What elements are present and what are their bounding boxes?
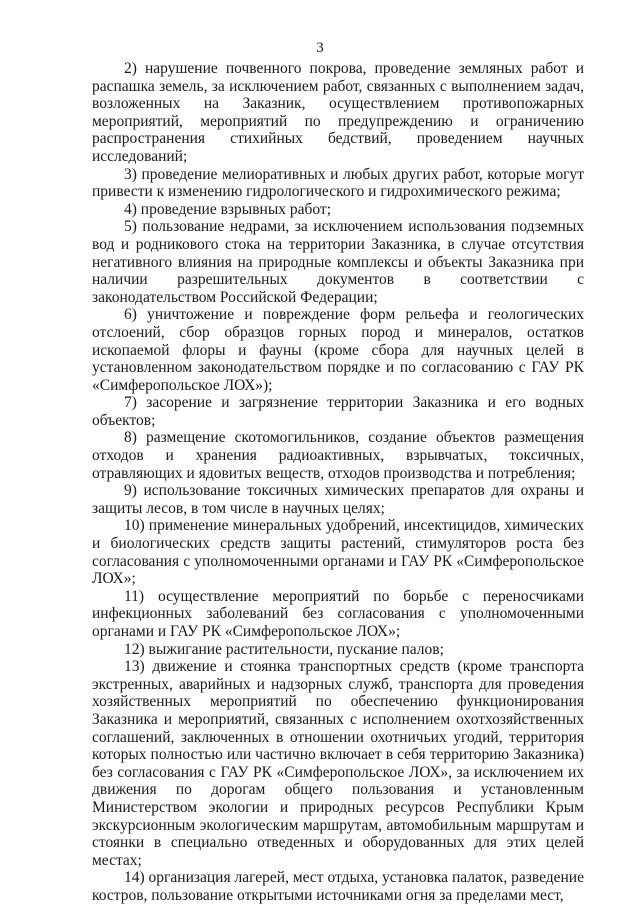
paragraph-item-11: 11) осуществление мероприятий по борьбе с переносчиками инфекционных заболеваний без согласования с уполномоченными органами и ГАУ РК «Симферопольское ЛОХ»; [92, 587, 584, 640]
paragraph-item-12: 12) выжигание растительности, пускание палов; [124, 640, 444, 658]
page-number: 3 [316, 40, 324, 56]
paragraph-item-3: 3) проведение мелиоративных и любых других работ, которые могут привести к изменению гидрологического и гидрохимического режима; [92, 165, 584, 201]
paragraph-item-2: 2) нарушение почвенного покрова, проведение земляных работ и распашка земель, за исключением работ, связанных с выполнением задач, возложенных на Заказник, осуществлением противопожарных мероприятий, мероприятий по предупреждению и ограничению распространения стихийных бедствий, проведением научных исследований; [92, 60, 584, 165]
paragraph-item-4: 4) проведение взрывных работ; [124, 200, 331, 218]
document-body [92, 60, 584, 905]
paragraph-item-6: 6) уничтожение и повреждение форм рельефа и геологических отслоений, сбор образцов горных пород и минералов, остатков ископаемой флоры и фауны (кроме сбора для научных целей в установленном законодательством порядке и по согласованию с ГАУ РК «Симферопольское ЛОХ»); [92, 306, 584, 394]
paragraph-item-7: 7) засорение и загрязнение территории Заказника и его водных объектов; [92, 394, 584, 429]
paragraph-item-13: 13) движение и стоянка транспортных средств (кроме транспорта экстренных, аварийных и надзорных служб, транспорта для проведения хозяйственных мероприятий по обеспечению функционирования Заказника и мероприятий, связанных с исполнением охотхозяйственных соглашений, заключенных в отношении охотничьих угодий, территория которых полностью или частично включает в себя территорию Заказника) без согласования с ГАУ РК «Симферопольское ЛОХ», за исключением их движения по дорогам общего пользования и установленным Министерством экологии и природных ресурсов Республики Крым экскурсионным экологическим маршрутам, автомобильным маршрутам и стоянки в специально отведенных и оборудованных для этих целей местах; [92, 658, 584, 869]
paragraph-item-5: 5) пользование недрами, за исключением использования подземных вод и родникового стока на территории Заказника, в случае отсутствия негативного влияния на природные комплексы и объекты Заказника при наличии разрешительных документов в соответствии с законодательством Российской Федерации; [92, 218, 584, 306]
paragraph-item-8: 8) размещение скотомогильников, создание объектов размещения отходов и хранения радиоактивных, взрывчатых, токсичных, отравляющих и ядовитых веществ, отходов производства и потребления; [92, 429, 584, 482]
paragraph-item-10: 10) применение минеральных удобрений, инсектицидов, химических и биологических средств защиты растений, стимуляторов роста без согласования с уполномоченными органами и ГАУ РК «Симферопольское ЛОХ»; [92, 517, 584, 588]
paragraph-item-14: 14) организация лагерей, мест отдыха, установка палаток, разведение костров, пользование открытыми источниками огня за пределами мест, [92, 869, 584, 904]
paragraph-item-9: 9) использование токсичных химических препаратов для охраны и защиты лесов, в том числе в научных целях; [92, 482, 584, 517]
